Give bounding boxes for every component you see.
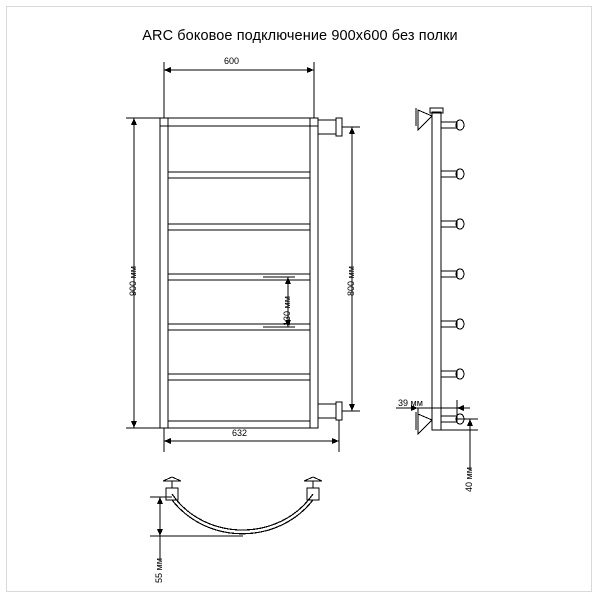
dim-width-top-label: 600 — [224, 56, 240, 66]
page-title: ARC боковое подключение 900x600 без полки — [142, 28, 458, 44]
dim-rung-spacing-label: 130 мм — [282, 296, 292, 326]
dim-bracket-offset-label: 39 мм — [398, 398, 423, 408]
dim-curve-depth-label: 55 мм — [154, 558, 164, 583]
dim-height-left-label: 900 мм — [128, 266, 138, 296]
dim-connection-height-label: 800 мм — [346, 266, 356, 296]
dim-bottom-offset-label: 40 мм — [464, 467, 474, 492]
dim-width-bottom-label: 632 — [232, 428, 248, 438]
